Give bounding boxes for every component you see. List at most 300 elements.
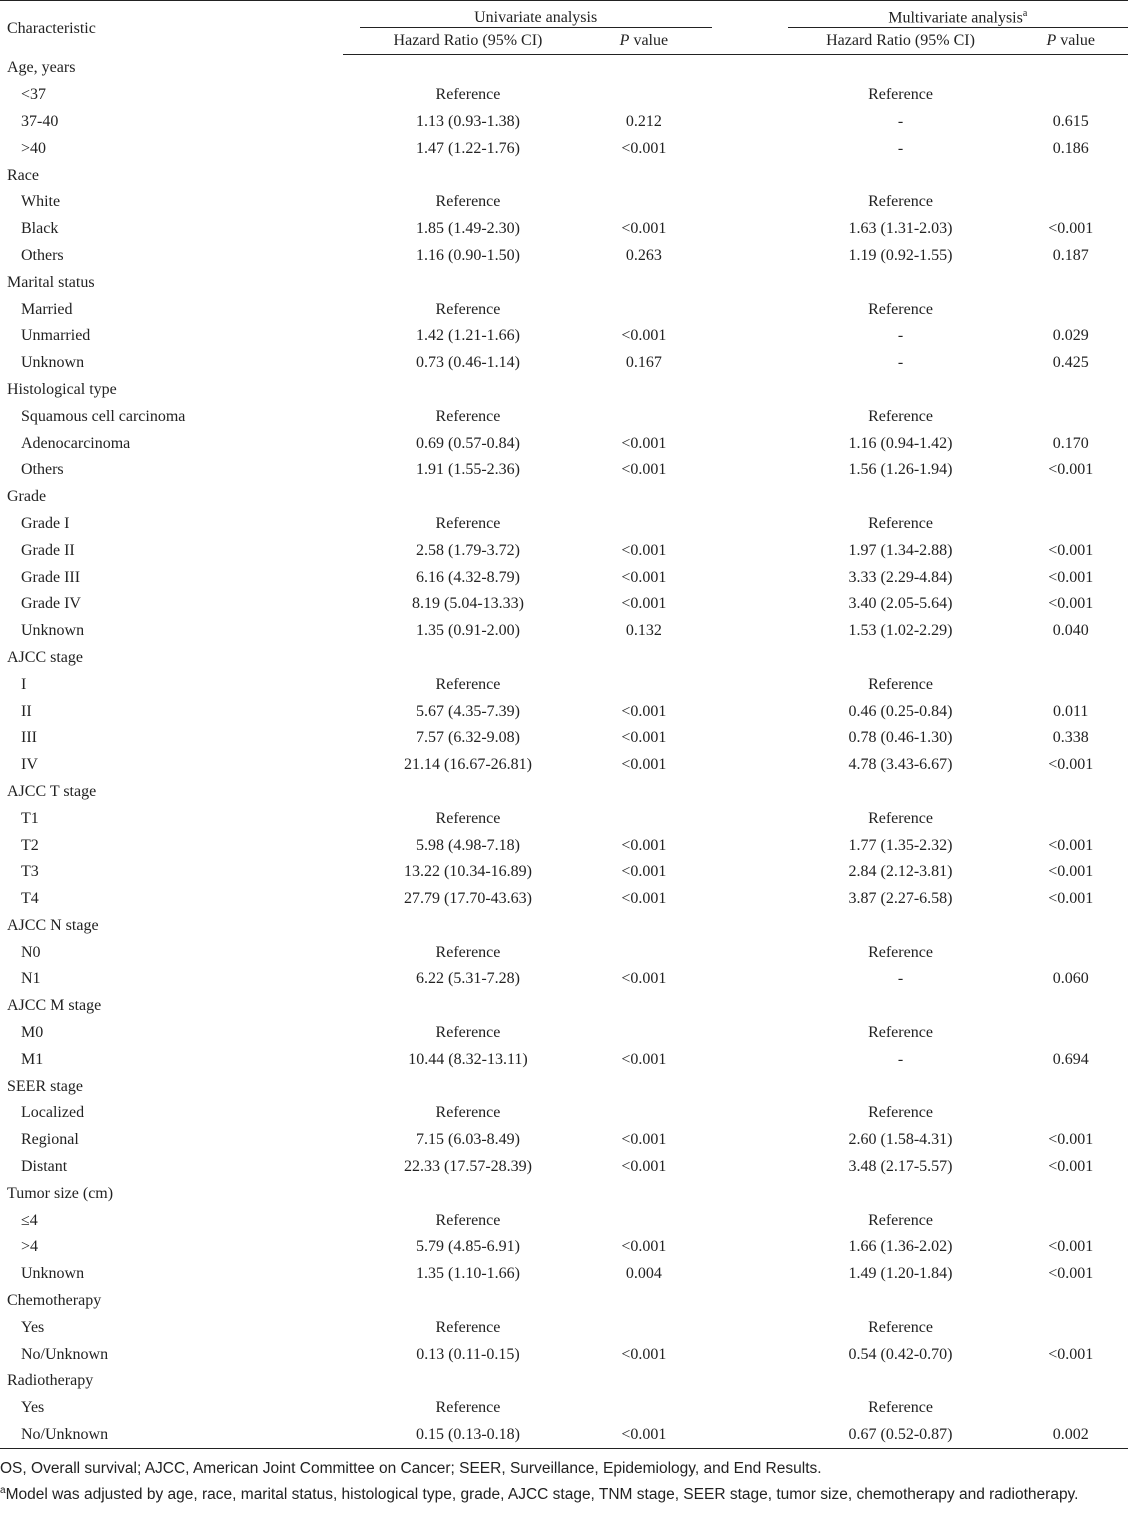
- footnote-abbreviations: OS, Overall survival; AJCC, American Joint Committee on Cancer; SEER, Surveillance, Epidemiology, and End Results.: [0, 1460, 822, 1477]
- multivariate-p-cell: [1013, 805, 1128, 832]
- univariate-hr-cell: [360, 779, 576, 806]
- multivariate-p-cell: [1013, 377, 1128, 404]
- univariate-hr-cell: Reference: [435, 407, 501, 425]
- table-row: [0, 1207, 1128, 1234]
- table-row: [0, 1422, 1128, 1449]
- univariate-p-cell: [576, 993, 711, 1020]
- characteristic-cell: White: [21, 193, 61, 211]
- multivariate-p-cell: 0.029: [1052, 327, 1089, 345]
- multivariate-hr-cell: [788, 1180, 1014, 1207]
- table-row: [0, 591, 1128, 618]
- univariate-p-cell: [576, 269, 711, 296]
- multivariate-p-cell: [1013, 511, 1128, 538]
- univariate-p-cell: <0.001: [621, 1345, 667, 1363]
- multivariate-hr-cell: [788, 1368, 1014, 1395]
- multivariate-hr-cell: 1.16 (0.94-1.42): [848, 434, 953, 452]
- characteristic-cell: T1: [21, 809, 39, 827]
- univariate-hr-cell: Reference: [435, 1211, 501, 1229]
- univariate-hr-cell: 10.44 (8.32-13.11): [408, 1050, 528, 1068]
- multivariate-p-cell: <0.001: [1048, 836, 1094, 854]
- footnote-marker: a: [1022, 7, 1028, 19]
- characteristic-cell: AJCC N stage: [7, 916, 99, 934]
- univariate-hr-cell: 22.33 (17.57-28.39): [403, 1158, 532, 1176]
- characteristic-cell: No/Unknown: [21, 1345, 109, 1363]
- table-row: [0, 403, 1128, 430]
- univariate-hr-cell: 1.47 (1.22-1.76): [415, 139, 520, 157]
- table-row: [0, 1046, 1128, 1073]
- characteristic-cell: Age, years: [7, 59, 76, 77]
- header-row-groups: [0, 1, 1128, 28]
- table-row: [0, 859, 1128, 886]
- characteristic-cell: III: [21, 729, 37, 747]
- table-row: [0, 1154, 1128, 1181]
- multivariate-p-cell: 0.002: [1013, 1422, 1128, 1449]
- multivariate-hr-cell: [788, 779, 1014, 806]
- characteristic-cell: Marital status: [7, 273, 95, 291]
- characteristic-cell: Grade: [7, 488, 47, 506]
- table-row: [0, 1395, 1128, 1422]
- multivariate-hr-cell: [788, 1073, 1014, 1100]
- characteristic-cell: Black: [21, 220, 59, 238]
- univariate-hr-cell: Reference: [435, 1399, 501, 1417]
- multivariate-p-cell: <0.001: [1048, 890, 1094, 908]
- multivariate-hr-cell: Reference: [868, 1211, 933, 1229]
- univariate-p-cell: [576, 1207, 711, 1234]
- multivariate-p-cell: 0.040: [1052, 622, 1089, 640]
- multivariate-p-cell: 0.170: [1052, 434, 1089, 452]
- table-row: [0, 966, 1128, 993]
- multivariate-hr-cell: Reference: [868, 943, 933, 961]
- multivariate-p-cell: 0.694: [1052, 1050, 1089, 1068]
- category-row: [0, 645, 1128, 672]
- footnote-model: $^a$Model was adjusted by age, race, marital status, histological type, grade, AJCC stage, TNM stage, SEER stage, tumor size, chemotherapy and radiotherapy.: [0, 1485, 1079, 1504]
- table-row: [0, 109, 1128, 136]
- multivariate-p-cell: 0.425: [1052, 354, 1089, 372]
- multivariate-hr-cell: 1.19 (0.92-1.55): [848, 246, 953, 264]
- multivariate-p-cell: <0.001: [1048, 863, 1094, 881]
- univariate-p-cell: <0.001: [621, 327, 667, 345]
- univariate-p-cell: <0.001: [621, 1158, 667, 1176]
- characteristic-cell: Histological type: [7, 380, 117, 398]
- multivariate-hr-cell: Reference: [868, 1318, 933, 1336]
- table-row: [0, 457, 1128, 484]
- multivariate-hr-cell: 0.78 (0.46-1.30): [848, 729, 953, 747]
- multivariate-hr-cell: 2.60 (1.58-4.31): [848, 1131, 953, 1149]
- multivariate-hr-cell: -: [897, 327, 904, 345]
- table-row: [0, 511, 1128, 538]
- characteristic-cell: T3: [21, 863, 39, 881]
- multivariate-hr-cell: 2.84 (2.12-3.81): [848, 863, 953, 881]
- univariate-p-cell: <0.001: [621, 970, 667, 988]
- characteristic-cell: >40: [21, 139, 47, 157]
- table-row: [0, 216, 1128, 243]
- characteristic-cell: Unknown: [21, 622, 85, 640]
- multivariate-hr-cell: Reference: [868, 809, 933, 827]
- category-row: [0, 779, 1128, 806]
- characteristic-cell: Grade I: [21, 514, 70, 532]
- multivariate-hr-cell: 1.97 (1.34-2.88): [848, 541, 953, 559]
- univariate-p-cell: <0.001: [621, 836, 667, 854]
- multivariate-hr-cell: -: [897, 354, 904, 372]
- multivariate-p-cell: 0.060: [1052, 970, 1089, 988]
- univariate-hr-cell: [360, 645, 576, 672]
- characteristic-cell: Married: [21, 300, 73, 318]
- header-univariate-p: P value: [576, 28, 711, 55]
- footnotes: [0, 1458, 1128, 1506]
- multivariate-hr-cell: -: [897, 1050, 904, 1068]
- characteristic-cell: Unmarried: [21, 327, 91, 345]
- table-row: [0, 189, 1128, 216]
- multivariate-p-cell: [1013, 1368, 1128, 1395]
- characteristic-cell: Distant: [21, 1158, 68, 1176]
- multivariate-p-cell: [1013, 55, 1128, 82]
- univariate-p-cell: 0.004: [625, 1265, 662, 1283]
- header-multivariate: Multivariate analysis$^a$: [788, 1, 1128, 28]
- univariate-p-cell: [576, 939, 711, 966]
- table-row: [0, 243, 1128, 270]
- univariate-p-cell: [576, 1100, 711, 1127]
- table-row: [0, 805, 1128, 832]
- characteristic-cell: II: [21, 702, 32, 720]
- table-row: [0, 82, 1128, 109]
- multivariate-p-cell: <0.001: [1048, 541, 1094, 559]
- multivariate-hr-cell: 1.63 (1.31-2.03): [848, 220, 953, 238]
- univariate-p-cell: <0.001: [621, 729, 667, 747]
- characteristic-cell: Yes: [21, 1318, 45, 1336]
- multivariate-hr-cell: Reference: [868, 407, 933, 425]
- univariate-p-cell: [576, 1020, 711, 1047]
- multivariate-p-cell: <0.001: [1048, 568, 1094, 586]
- multivariate-p-cell: 0.615: [1052, 112, 1089, 130]
- univariate-hr-cell: 5.79 (4.85-6.91): [415, 1238, 520, 1256]
- characteristic-cell: AJCC T stage: [7, 782, 97, 800]
- multivariate-p-cell: <0.001: [1048, 756, 1094, 774]
- univariate-hr-cell: 7.15 (6.03-8.49): [415, 1131, 520, 1149]
- univariate-p-cell: [576, 377, 711, 404]
- univariate-p-cell: <0.001: [621, 756, 667, 774]
- multivariate-hr-cell: [788, 484, 1014, 511]
- univariate-hr-cell: Reference: [435, 675, 501, 693]
- univariate-p-cell: [576, 1288, 711, 1315]
- univariate-p-cell: 0.132: [625, 622, 662, 640]
- characteristic-cell: 37-40: [21, 112, 59, 130]
- multivariate-p-cell: [1013, 1073, 1128, 1100]
- category-row: [0, 162, 1128, 189]
- multivariate-p-cell: 0.187: [1052, 246, 1089, 264]
- characteristic-cell: Unknown: [21, 354, 85, 372]
- multivariate-hr-cell: -: [897, 112, 904, 130]
- univariate-hr-cell: 8.19 (5.04-13.33): [411, 595, 524, 613]
- univariate-hr-cell: 1.42 (1.21-1.66): [415, 327, 520, 345]
- characteristic-cell: Grade II: [21, 541, 75, 559]
- univariate-hr-cell: 2.58 (1.79-3.72): [415, 541, 520, 559]
- header-multivariate-p: P value: [1013, 28, 1128, 55]
- table-row: [0, 832, 1128, 859]
- characteristic-cell: No/Unknown: [0, 1422, 343, 1449]
- multivariate-p-cell: [1013, 671, 1128, 698]
- characteristic-cell: Chemotherapy: [7, 1292, 102, 1310]
- univariate-p-cell: <0.001: [621, 1050, 667, 1068]
- table-row: [0, 939, 1128, 966]
- characteristic-cell: T4: [21, 890, 39, 908]
- univariate-p-cell: 0.167: [625, 354, 662, 372]
- univariate-hr-cell: 1.13 (0.93-1.38): [415, 112, 520, 130]
- multivariate-hr-cell: Reference: [868, 675, 933, 693]
- univariate-p-cell: <0.001: [621, 595, 667, 613]
- multivariate-p-cell: [1013, 1314, 1128, 1341]
- multivariate-p-cell: [1013, 403, 1128, 430]
- univariate-hr-cell: 6.22 (5.31-7.28): [415, 970, 520, 988]
- category-row: [0, 1073, 1128, 1100]
- table-row: [0, 1100, 1128, 1127]
- univariate-p-cell: [576, 55, 711, 82]
- multivariate-p-cell: [1013, 1020, 1128, 1047]
- univariate-p-cell: <0.001: [621, 702, 667, 720]
- univariate-p-cell: [576, 645, 711, 672]
- univariate-hr-cell: [360, 913, 576, 940]
- univariate-p-cell: 0.263: [625, 246, 662, 264]
- multivariate-p-cell: [1013, 1288, 1128, 1315]
- characteristic-cell: N0: [21, 943, 41, 961]
- univariate-hr-cell: [360, 377, 576, 404]
- multivariate-p-cell: <0.001: [1048, 1265, 1094, 1283]
- univariate-hr-cell: [360, 162, 576, 189]
- multivariate-hr-cell: Reference: [868, 1024, 933, 1042]
- univariate-hr-cell: 5.67 (4.35-7.39): [415, 702, 520, 720]
- multivariate-hr-cell: 1.77 (1.35-2.32): [848, 836, 953, 854]
- multivariate-p-cell: <0.001: [1048, 1158, 1094, 1176]
- univariate-p-cell: [576, 162, 711, 189]
- characteristic-cell: M1: [21, 1050, 44, 1068]
- univariate-hr-cell: 5.98 (4.98-7.18): [415, 836, 520, 854]
- multivariate-p-cell: [1013, 269, 1128, 296]
- univariate-p-cell: <0.001: [621, 568, 667, 586]
- characteristic-cell: Grade IV: [21, 595, 81, 613]
- characteristic-cell: M0: [21, 1024, 44, 1042]
- multivariate-p-cell: [1013, 1100, 1128, 1127]
- characteristic-cell: Tumor size (cm): [7, 1184, 114, 1202]
- multivariate-p-cell: [1013, 1180, 1128, 1207]
- univariate-hr-cell: Reference: [435, 1104, 501, 1122]
- table-row: [0, 564, 1128, 591]
- characteristic-cell: ≤4: [21, 1211, 38, 1229]
- multivariate-p-cell: <0.001: [1048, 1238, 1094, 1256]
- univariate-hr-cell: 27.79 (17.70-43.63): [403, 890, 532, 908]
- multivariate-hr-cell: 1.53 (1.02-2.29): [848, 622, 953, 640]
- characteristic-cell: Yes: [21, 1399, 45, 1417]
- univariate-hr-cell: [360, 1180, 576, 1207]
- multivariate-hr-cell: [788, 1288, 1014, 1315]
- univariate-hr-cell: 6.16 (4.32-8.79): [415, 568, 520, 586]
- multivariate-p-cell: 0.011: [1053, 702, 1089, 720]
- multivariate-hr-cell: 4.78 (3.43-6.67): [848, 756, 953, 774]
- multivariate-p-cell: [1013, 993, 1128, 1020]
- characteristic-cell: I: [21, 675, 27, 693]
- univariate-p-cell: [576, 403, 711, 430]
- multivariate-p-cell: <0.001: [1048, 461, 1094, 479]
- univariate-hr-cell: [360, 1288, 576, 1315]
- multivariate-hr-cell: 3.48 (2.17-5.57): [848, 1158, 953, 1176]
- multivariate-p-cell: <0.001: [1048, 220, 1094, 238]
- characteristic-cell: Others: [21, 246, 64, 264]
- table-row: [0, 886, 1128, 913]
- multivariate-hr-cell: Reference: [868, 300, 933, 318]
- univariate-p-cell: <0.001: [576, 1422, 711, 1449]
- univariate-p-cell: [576, 1073, 711, 1100]
- table-row: [0, 430, 1128, 457]
- table-row: [0, 725, 1128, 752]
- category-row: [0, 55, 1128, 82]
- multivariate-hr-cell: [788, 645, 1014, 672]
- univariate-hr-cell: Reference: [435, 1024, 501, 1042]
- univariate-p-cell: <0.001: [621, 139, 667, 157]
- univariate-p-cell: <0.001: [621, 1131, 667, 1149]
- characteristic-cell: Localized: [21, 1104, 85, 1122]
- multivariate-p-cell: [1013, 939, 1128, 966]
- multivariate-p-cell: [1013, 484, 1128, 511]
- univariate-hr-cell: 0.73 (0.46-1.14): [415, 354, 520, 372]
- table-row: [0, 618, 1128, 645]
- univariate-hr-cell: [360, 993, 576, 1020]
- univariate-hr-cell: Reference: [435, 943, 501, 961]
- multivariate-hr-cell: Reference: [868, 1399, 933, 1417]
- multivariate-hr-cell: Reference: [868, 514, 933, 532]
- characteristic-cell: Grade III: [21, 568, 81, 586]
- multivariate-p-cell: [1013, 779, 1128, 806]
- characteristic-cell: AJCC stage: [7, 648, 83, 666]
- multivariate-hr-cell: -: [897, 970, 904, 988]
- multivariate-hr-cell: [788, 269, 1014, 296]
- univariate-p-cell: [576, 779, 711, 806]
- multivariate-hr-cell: Reference: [868, 1104, 933, 1122]
- multivariate-hr-cell: 1.66 (1.36-2.02): [848, 1238, 953, 1256]
- univariate-hr-cell: 7.57 (6.32-9.08): [415, 729, 520, 747]
- characteristic-cell: Unknown: [21, 1265, 85, 1283]
- characteristic-cell: Radiotherapy: [7, 1372, 94, 1390]
- characteristic-cell: Regional: [21, 1131, 79, 1149]
- univariate-hr-cell: [360, 1368, 576, 1395]
- header-multivariate-hr: Hazard Ratio (95% CI): [788, 28, 1014, 55]
- univariate-p-cell: <0.001: [621, 461, 667, 479]
- table-row: [0, 1261, 1128, 1288]
- table-row: [0, 350, 1128, 377]
- multivariate-hr-cell: [788, 377, 1014, 404]
- univariate-hr-cell: Reference: [435, 809, 501, 827]
- multivariate-hr-cell: 3.87 (2.27-6.58): [848, 890, 953, 908]
- univariate-p-cell: <0.001: [621, 541, 667, 559]
- univariate-p-cell: [576, 913, 711, 940]
- table-row: [0, 296, 1128, 323]
- univariate-p-cell: [576, 805, 711, 832]
- multivariate-hr-cell: 0.46 (0.25-0.84): [848, 702, 953, 720]
- univariate-hr-cell: 1.91 (1.55-2.36): [415, 461, 520, 479]
- table-row: [0, 537, 1128, 564]
- category-row: [0, 377, 1128, 404]
- multivariate-p-cell: [1013, 645, 1128, 672]
- characteristic-cell: AJCC M stage: [7, 997, 102, 1015]
- multivariate-hr-cell: 1.49 (1.20-1.84): [848, 1265, 953, 1283]
- univariate-p-cell: [576, 82, 711, 109]
- category-row: [0, 1288, 1128, 1315]
- multivariate-hr-cell: [788, 162, 1014, 189]
- univariate-hr-cell: [360, 55, 576, 82]
- univariate-hr-cell: Reference: [435, 86, 501, 104]
- univariate-p-cell: <0.001: [621, 890, 667, 908]
- multivariate-p-cell: [1013, 189, 1128, 216]
- univariate-p-cell: <0.001: [621, 1238, 667, 1256]
- univariate-p-cell: [576, 511, 711, 538]
- multivariate-p-cell: [1013, 913, 1128, 940]
- univariate-p-cell: [576, 671, 711, 698]
- univariate-p-cell: [576, 484, 711, 511]
- header-characteristic: Characteristic: [0, 1, 343, 55]
- univariate-p-cell: [576, 189, 711, 216]
- characteristic-cell: IV: [21, 756, 38, 774]
- characteristic-cell: Others: [21, 461, 64, 479]
- univariate-hr-cell: 0.15 (0.13-0.18): [360, 1422, 576, 1449]
- category-row: [0, 1368, 1128, 1395]
- univariate-p-cell: [576, 1395, 711, 1422]
- table-row: [0, 1127, 1128, 1154]
- multivariate-p-cell: [1013, 1395, 1128, 1422]
- category-row: [0, 993, 1128, 1020]
- characteristic-cell: Race: [7, 166, 39, 184]
- univariate-hr-cell: 13.22 (10.34-16.89): [403, 863, 532, 881]
- univariate-hr-cell: 1.35 (1.10-1.66): [415, 1265, 520, 1283]
- multivariate-hr-cell: 3.33 (2.29-4.84): [848, 568, 953, 586]
- multivariate-p-cell: <0.001: [1048, 1131, 1094, 1149]
- univariate-p-cell: 0.212: [625, 112, 662, 130]
- univariate-hr-cell: Reference: [435, 193, 501, 211]
- multivariate-p-cell: <0.001: [1048, 1345, 1094, 1363]
- univariate-hr-cell: 1.85 (1.49-2.30): [415, 220, 520, 238]
- multivariate-hr-cell: [788, 993, 1014, 1020]
- category-row: [0, 269, 1128, 296]
- univariate-p-cell: [576, 296, 711, 323]
- univariate-hr-cell: 0.69 (0.57-0.84): [415, 434, 520, 452]
- univariate-hr-cell: 1.35 (0.91-2.00): [415, 622, 520, 640]
- category-row: [0, 1180, 1128, 1207]
- univariate-hr-cell: [360, 1073, 576, 1100]
- category-row: [0, 913, 1128, 940]
- multivariate-p-cell: [1013, 82, 1128, 109]
- univariate-p-cell: <0.001: [621, 863, 667, 881]
- category-row: [0, 484, 1128, 511]
- characteristic-cell: Adenocarcinoma: [21, 434, 131, 452]
- multivariate-hr-cell: Reference: [868, 86, 933, 104]
- multivariate-hr-cell: -: [897, 139, 904, 157]
- table-row: [0, 1341, 1128, 1368]
- characteristic-cell: T2: [21, 836, 39, 854]
- characteristic-cell: SEER stage: [7, 1077, 83, 1095]
- multivariate-hr-cell: [788, 55, 1014, 82]
- univariate-hr-cell: 1.16 (0.90-1.50): [415, 246, 520, 264]
- univariate-p-cell: [576, 1368, 711, 1395]
- univariate-hr-cell: Reference: [435, 514, 501, 532]
- characteristic-cell: N1: [21, 970, 41, 988]
- table-row: [0, 323, 1128, 350]
- multivariate-p-cell: [1013, 162, 1128, 189]
- multivariate-p-cell: 0.186: [1052, 139, 1089, 157]
- table-row: [0, 698, 1128, 725]
- characteristic-cell: >4: [21, 1238, 39, 1256]
- univariate-p-cell: [576, 1314, 711, 1341]
- table-row: [0, 1314, 1128, 1341]
- header-univariate-hr: Hazard Ratio (95% CI): [360, 28, 576, 55]
- multivariate-p-cell: [1013, 1207, 1128, 1234]
- univariate-hr-cell: 21.14 (16.67-26.81): [403, 756, 532, 774]
- characteristic-cell: <37: [21, 86, 47, 104]
